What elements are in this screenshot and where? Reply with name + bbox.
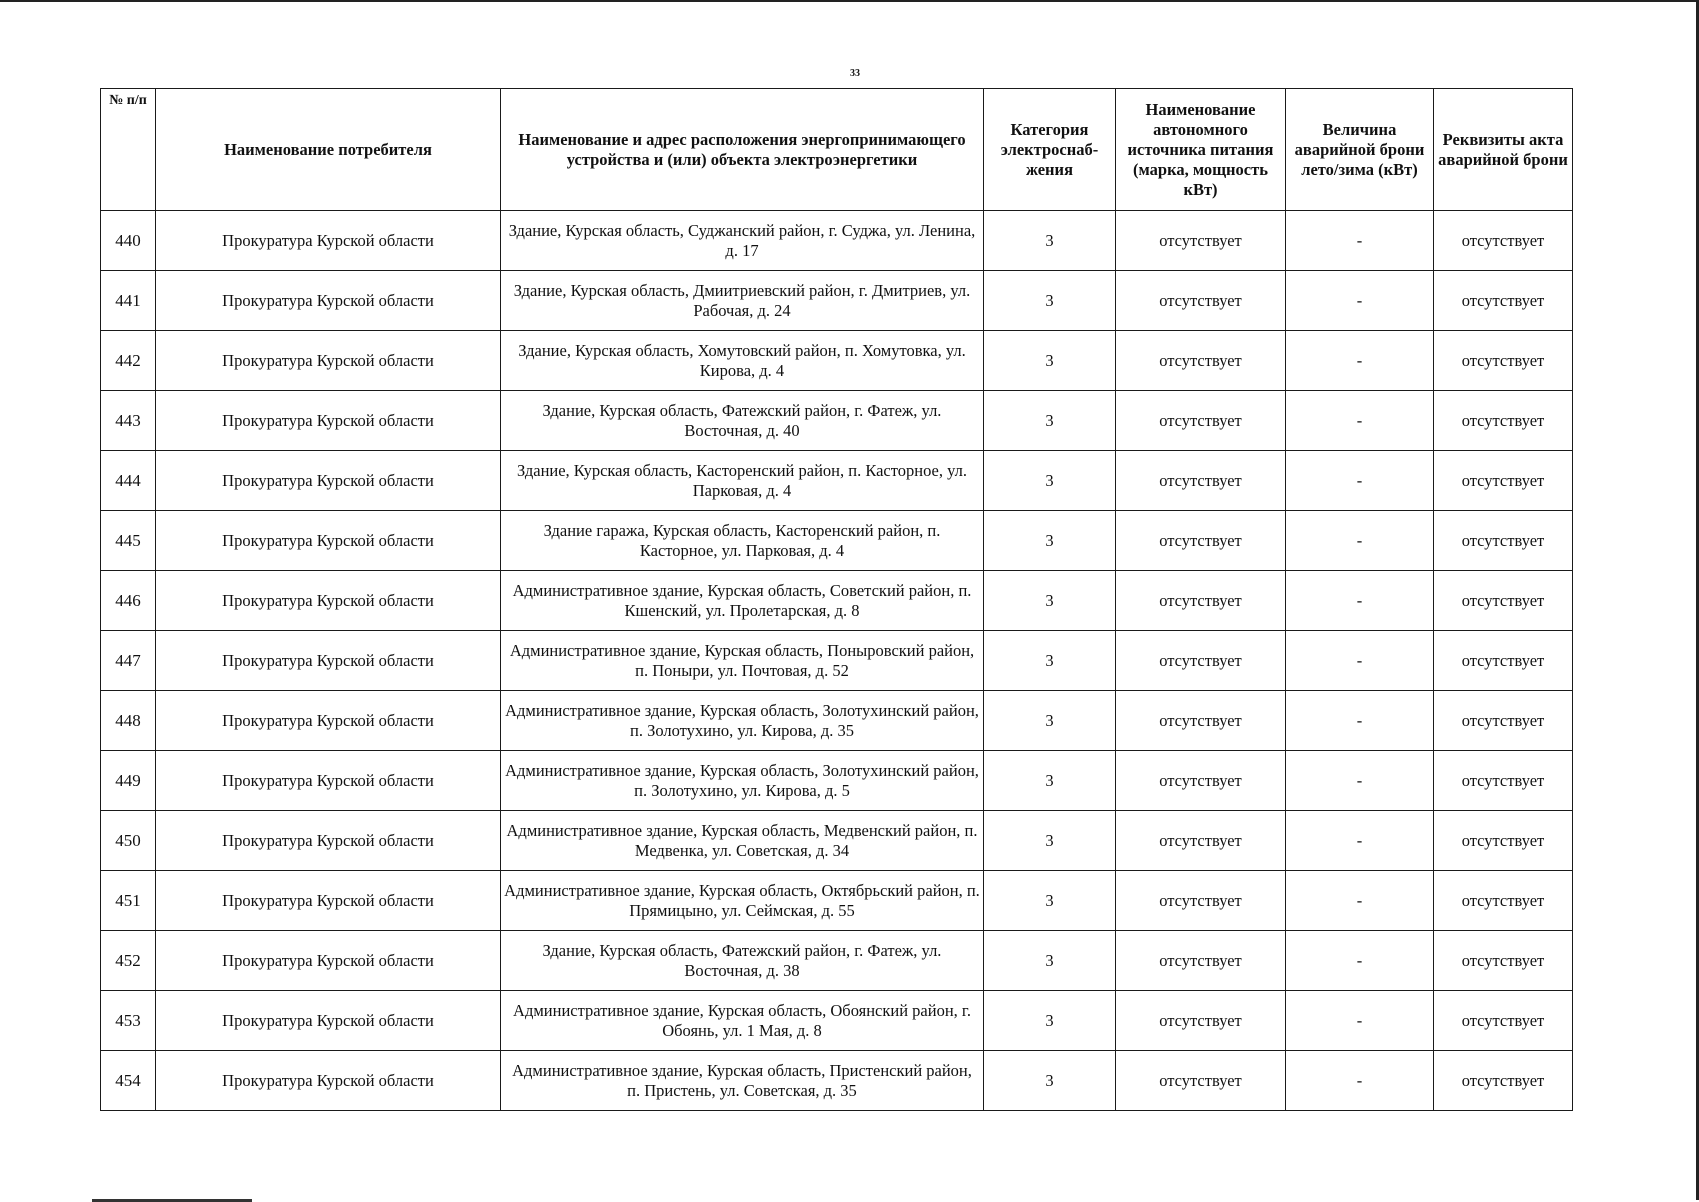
- table-row: [101, 391, 1573, 451]
- reserve-value: -: [1286, 451, 1434, 511]
- row-number: 448: [101, 691, 156, 751]
- row-number: 444: [101, 451, 156, 511]
- supply-category: 3: [984, 931, 1116, 991]
- reserve-value: -: [1286, 511, 1434, 571]
- object-address: Административное здание, Курская область, Пристенский район, п. Пристень, ул. Советская, д. 35: [501, 1051, 984, 1111]
- reserve-value: -: [1286, 811, 1434, 871]
- table-row: [101, 571, 1573, 631]
- consumer-name: Прокуратура Курской области: [156, 631, 501, 691]
- table-row: [101, 991, 1573, 1051]
- supply-category: 3: [984, 451, 1116, 511]
- table-row: [101, 1051, 1573, 1111]
- object-address: Здание, Курская область, Суджанский район, г. Суджа, ул. Ленина, д. 17: [501, 211, 984, 271]
- header-category: Категория электроснаб-жения: [984, 89, 1116, 211]
- table-row: [101, 271, 1573, 331]
- object-address: Административное здание, Курская область, Поныровский район, п. Поныри, ул. Почтовая, д. 52: [501, 631, 984, 691]
- power-source: отсутствует: [1116, 211, 1286, 271]
- row-number: 443: [101, 391, 156, 451]
- supply-category: 3: [984, 691, 1116, 751]
- supply-category: 3: [984, 511, 1116, 571]
- consumer-name: Прокуратура Курской области: [156, 211, 501, 271]
- header-address: Наименование и адрес расположения энергопринимающего устройства и (или) объекта электроэнергетики: [501, 89, 984, 211]
- act-details: отсутствует: [1434, 871, 1573, 931]
- supply-category: 3: [984, 1051, 1116, 1111]
- act-details: отсутствует: [1434, 751, 1573, 811]
- act-details: отсутствует: [1434, 511, 1573, 571]
- act-details: отсутствует: [1434, 271, 1573, 331]
- reserve-value: -: [1286, 571, 1434, 631]
- page-number: 33: [850, 68, 860, 79]
- header-power-source: Наименование автономного источника питания (марка, мощность кВт): [1116, 89, 1286, 211]
- power-source: отсутствует: [1116, 451, 1286, 511]
- object-address: Административное здание, Курская область, Советский район, п. Кшенский, ул. Пролетарская, д. 8: [501, 571, 984, 631]
- table-row: [101, 451, 1573, 511]
- consumer-name: Прокуратура Курской области: [156, 691, 501, 751]
- consumer-name: Прокуратура Курской области: [156, 751, 501, 811]
- table-row: [101, 751, 1573, 811]
- supply-category: 3: [984, 391, 1116, 451]
- reserve-value: -: [1286, 211, 1434, 271]
- supply-category: 3: [984, 271, 1116, 331]
- consumer-name: Прокуратура Курской области: [156, 991, 501, 1051]
- header-consumer: Наименование потребителя: [156, 89, 501, 211]
- power-source: отсутствует: [1116, 751, 1286, 811]
- row-number: 446: [101, 571, 156, 631]
- consumer-name: Прокуратура Курской области: [156, 271, 501, 331]
- object-address: Здание, Курская область, Дмиитриевский район, г. Дмитриев, ул. Рабочая, д. 24: [501, 271, 984, 331]
- table-body: [101, 211, 1573, 1111]
- supply-category: 3: [984, 751, 1116, 811]
- reserve-value: -: [1286, 331, 1434, 391]
- object-address: Здание, Курская область, Фатежский район, г. Фатеж, ул. Восточная, д. 38: [501, 931, 984, 991]
- consumer-name: Прокуратура Курской области: [156, 871, 501, 931]
- reserve-value: -: [1286, 931, 1434, 991]
- row-number: 441: [101, 271, 156, 331]
- power-source: отсутствует: [1116, 931, 1286, 991]
- row-number: 452: [101, 931, 156, 991]
- reserve-value: -: [1286, 991, 1434, 1051]
- consumer-name: Прокуратура Курской области: [156, 811, 501, 871]
- power-source: отсутствует: [1116, 811, 1286, 871]
- table-row: [101, 931, 1573, 991]
- scan-top-edge: [0, 0, 1699, 2]
- power-source: отсутствует: [1116, 271, 1286, 331]
- row-number: 454: [101, 1051, 156, 1111]
- act-details: отсутствует: [1434, 991, 1573, 1051]
- consumer-name: Прокуратура Курской области: [156, 1051, 501, 1111]
- object-address: Здание гаража, Курская область, Касторенский район, п. Касторное, ул. Парковая, д. 4: [501, 511, 984, 571]
- act-details: отсутствует: [1434, 391, 1573, 451]
- row-number: 440: [101, 211, 156, 271]
- reserve-value: -: [1286, 631, 1434, 691]
- supply-category: 3: [984, 211, 1116, 271]
- reserve-value: -: [1286, 751, 1434, 811]
- act-details: отсутствует: [1434, 811, 1573, 871]
- object-address: Здание, Курская область, Фатежский район, г. Фатеж, ул. Восточная, д. 40: [501, 391, 984, 451]
- object-address: Здание, Курская область, Хомутовский район, п. Хомутовка, ул. Кирова, д. 4: [501, 331, 984, 391]
- header-row-number: № п/п: [101, 89, 156, 211]
- act-details: отсутствует: [1434, 571, 1573, 631]
- act-details: отсутствует: [1434, 331, 1573, 391]
- act-details: отсутствует: [1434, 451, 1573, 511]
- row-number: 447: [101, 631, 156, 691]
- act-details: отсутствует: [1434, 691, 1573, 751]
- act-details: отсутствует: [1434, 931, 1573, 991]
- supply-category: 3: [984, 571, 1116, 631]
- supply-category: 3: [984, 871, 1116, 931]
- power-source: отсутствует: [1116, 631, 1286, 691]
- power-source: отсутствует: [1116, 571, 1286, 631]
- act-details: отсутствует: [1434, 211, 1573, 271]
- supply-category: 3: [984, 991, 1116, 1051]
- row-number: 449: [101, 751, 156, 811]
- power-source: отсутствует: [1116, 1051, 1286, 1111]
- supply-category: 3: [984, 811, 1116, 871]
- power-source: отсутствует: [1116, 871, 1286, 931]
- power-source: отсутствует: [1116, 511, 1286, 571]
- header-reserve-value: Величина аварийной брони лето/зима (кВт): [1286, 89, 1434, 211]
- header-act-details: Реквизиты акта аварийной брони: [1434, 89, 1573, 211]
- reserve-value: -: [1286, 1051, 1434, 1111]
- object-address: Административное здание, Курская область, Октябрьский район, п. Прямицыно, ул. Сеймская, д. 55: [501, 871, 984, 931]
- reserve-value: -: [1286, 871, 1434, 931]
- table-header-row: [101, 89, 1573, 211]
- reserve-value: -: [1286, 391, 1434, 451]
- object-address: Административное здание, Курская область, Золотухинский район, п. Золотухино, ул. Кирова, д. 35: [501, 691, 984, 751]
- row-number: 442: [101, 331, 156, 391]
- consumer-name: Прокуратура Курской области: [156, 571, 501, 631]
- power-source: отсутствует: [1116, 391, 1286, 451]
- consumer-name: Прокуратура Курской области: [156, 931, 501, 991]
- consumer-name: Прокуратура Курской области: [156, 511, 501, 571]
- table-row: [101, 331, 1573, 391]
- consumer-name: Прокуратура Курской области: [156, 391, 501, 451]
- row-number: 450: [101, 811, 156, 871]
- supply-category: 3: [984, 331, 1116, 391]
- object-address: Административное здание, Курская область, Обоянский район, г. Обоянь, ул. 1 Мая, д. 8: [501, 991, 984, 1051]
- object-address: Административное здание, Курская область, Золотухинский район, п. Золотухино, ул. Кирова, д. 5: [501, 751, 984, 811]
- table-row: [101, 691, 1573, 751]
- table-row: [101, 211, 1573, 271]
- row-number: 453: [101, 991, 156, 1051]
- row-number: 451: [101, 871, 156, 931]
- reserve-value: -: [1286, 691, 1434, 751]
- power-source: отсутствует: [1116, 331, 1286, 391]
- consumer-name: Прокуратура Курской области: [156, 331, 501, 391]
- power-source: отсутствует: [1116, 991, 1286, 1051]
- object-address: Административное здание, Курская область, Медвенский район, п. Медвенка, ул. Советская, д. 34: [501, 811, 984, 871]
- table-row: [101, 511, 1573, 571]
- table-row: [101, 631, 1573, 691]
- table-row: [101, 871, 1573, 931]
- table-row: [101, 811, 1573, 871]
- emergency-reserve-table: [100, 88, 1573, 1111]
- reserve-value: -: [1286, 271, 1434, 331]
- row-number: 445: [101, 511, 156, 571]
- act-details: отсутствует: [1434, 631, 1573, 691]
- consumer-name: Прокуратура Курской области: [156, 451, 501, 511]
- supply-category: 3: [984, 631, 1116, 691]
- power-source: отсутствует: [1116, 691, 1286, 751]
- object-address: Здание, Курская область, Касторенский район, п. Касторное, ул. Парковая, д. 4: [501, 451, 984, 511]
- act-details: отсутствует: [1434, 1051, 1573, 1111]
